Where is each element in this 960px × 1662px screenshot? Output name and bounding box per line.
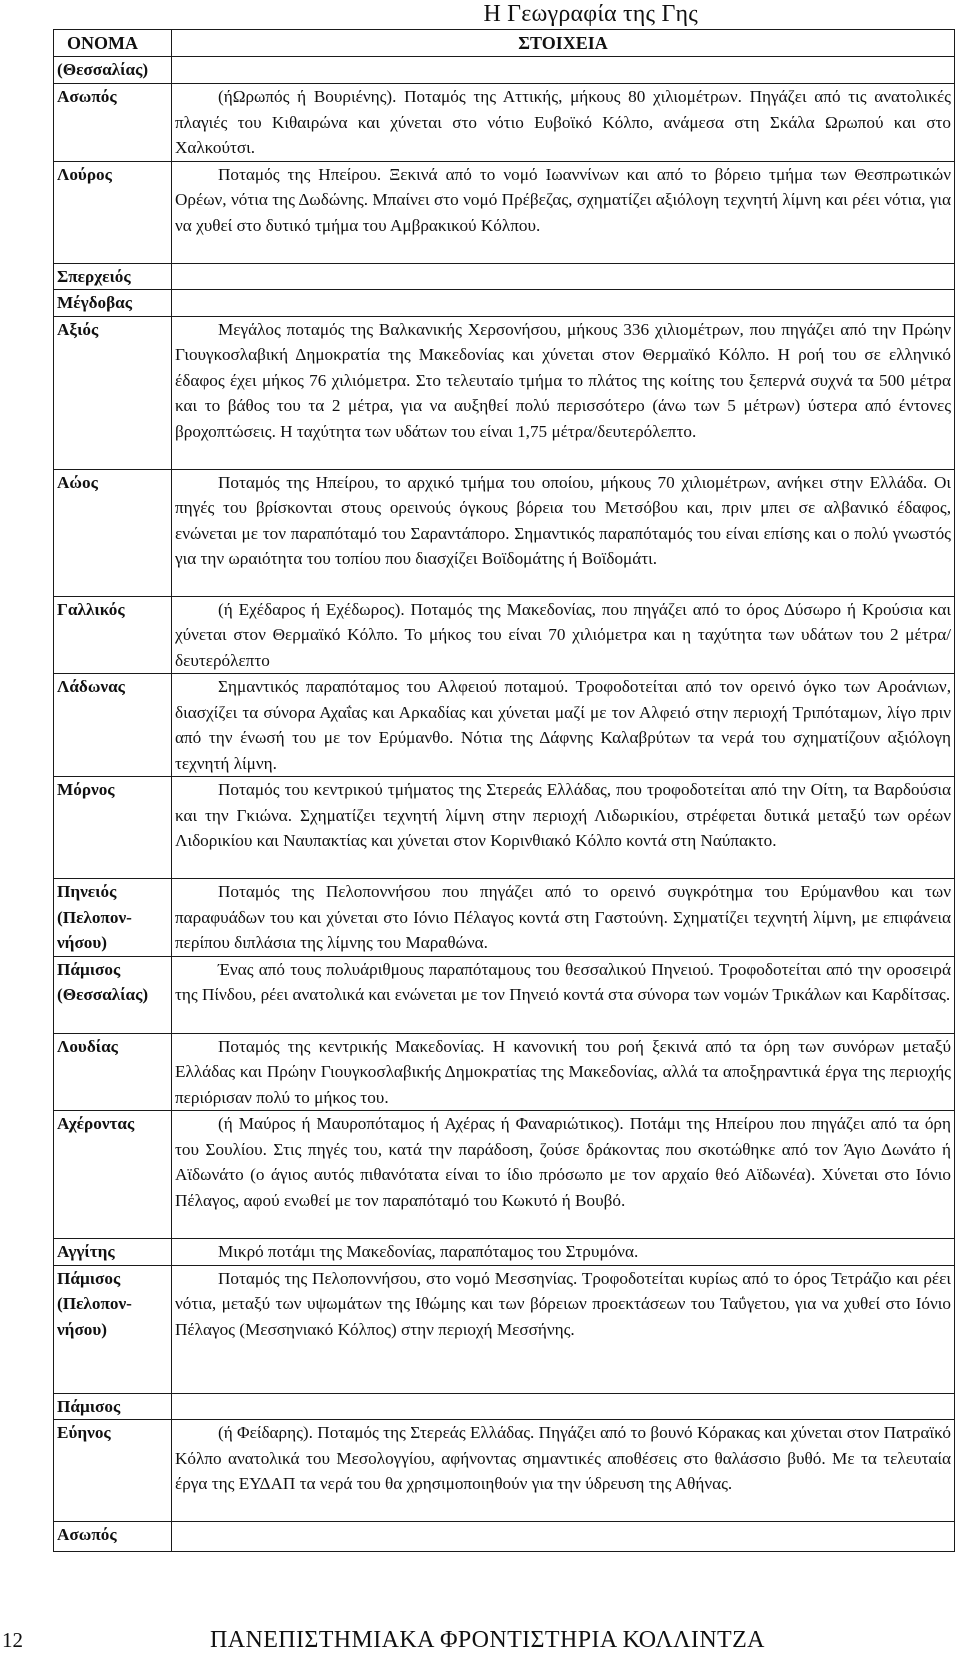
river-details-text: Ποταμός της Ηπείρου, το αρχικό τμήμα του οποίου, μήκους 70 χιλιομέτρων, ανήκει στην Ελλάδα. Οι πηγές του βρίσκονται στους ορεινούς όγκους βόρεια του Μετσόβου και, πριν μπει σε αλβανικό έδαφος, ενώνεται με τον παραπόταμό του Σαραντάπορο. Σημαντικός παραπόταμός του είναι επίσης και ο πολύ γνωστός για την ωραιότητα του τοπίου που διασχίζει Βοϊδομάτης ή Βοϊδομάτι. — [175, 472, 951, 568]
table-row — [54, 1393, 955, 1420]
river-name: Αγγίτης — [54, 1239, 172, 1266]
river-details — [172, 1265, 955, 1393]
table-row — [54, 1111, 955, 1239]
table-row — [54, 1420, 955, 1522]
table-row — [54, 1239, 955, 1266]
running-title: Η Γεωγραφία της Γης — [483, 1, 698, 27]
table-row — [54, 57, 955, 84]
table-row — [54, 596, 955, 674]
river-details — [172, 956, 955, 1033]
river-name: Ασωπός — [54, 1522, 172, 1552]
river-details-text: Ποταμός της Ηπείρου. Ξεκινά από το νομό Ιωαννίνων και από το βόρειο τμήμα των Θεσπρωτικών Ορέων, νότια της Δωδώνης. Μπαίνει στο νομό Πρέβεζας, σχηματίζει αξιόλογη τεχνητή λίμνη και ρέει νότια, για να χυθεί στο δυτικό τμήμα του Αμβρακικού Κόλπου. — [175, 164, 951, 235]
river-name: Πάμισος (Πελοποννήσου) — [54, 1265, 172, 1393]
table-row — [54, 469, 955, 596]
river-details-text: Μεγάλος ποταμός της Βαλκανικής Χερσονήσου, μήκους 336 χιλιομέτρων, που πηγάζει από την Πρώην Γιουγκοσλαβική Δημοκρατία της Μακεδονίας και χύνεται στον Θερμαϊκό Κόλπο. Η ροή του σε ελληνικό έδαφος έχει μήκος 76 χιλιόμετρα. Στο τελευταίο τμήμα το πλάτος της κοίτης του ξεπερνά συχνά τα 500 μέτρα και το βάθος του τα 2 μέτρα, για να αυξηθεί πολύ περισσότερο (άνω των 5 μέτρων) ύστερα από έντονες βροχοπτώσεις. Η ταχύτητα των υδάτων του είναι 1,75 μέτρα/δευτερόλεπτο. — [175, 319, 951, 441]
column-header-name: ΟΝΟΜΑ — [54, 30, 172, 57]
table-row — [54, 674, 955, 777]
table-row — [54, 161, 955, 263]
river-name: Αχέροντας — [54, 1111, 172, 1239]
river-name: Αώος — [54, 469, 172, 596]
river-details — [172, 1420, 955, 1522]
river-name: Πηνειός (Πελοποννήσου) — [54, 879, 172, 957]
river-details — [172, 879, 955, 957]
river-details — [172, 57, 955, 84]
river-details — [172, 1239, 955, 1266]
river-name: Ασωπός — [54, 84, 172, 162]
river-details-text: Ποταμός της Πελοποννήσου, στο νομό Μεσσηνίας. Τροφοδοτείται κυρίως από το όρος Τετράζιο και ρέει νότια, μεταξύ των υψωμάτων της Ιθώμης και των βόρειων προεκτάσεων του Ταΰγετου, για να χυθεί στο Ιόνιο Πέλαγος (Μεσσηνιακό Κόλπος) στην περιοχή Μεσσήνης. — [175, 1268, 951, 1339]
table-row — [54, 290, 955, 317]
river-details-text: (ή Εχέδαρος ή Εχέδωρος). Ποταμός της Μακεδονίας, που πηγάζει από το όρος Δύσωρο ή Κρούσια και χύνεται στον Θερμαϊκό Κόλπο. Το μήκος του είναι 70 χιλιόμετρα και η ταχύτητα των υδάτων του 2 μέτρα/δευτερόλεπτο — [175, 599, 951, 670]
river-details — [172, 263, 955, 290]
river-details-text: Ποταμός του κεντρικού τμήματος της Στερεάς Ελλάδας, που τροφοδοτείται από την Οίτη, τα Βαρδούσια και την Γκιώνα. Σχηματίζει τεχνητή λίμνη στην περιοχή Λιδωρικίου, στρέφεται δυτικά μεταξύ των ορέων Λιδορικίου και Ναυπακτίας και χύνεται στον Κορινθιακό Κόλπο κοντά στη Ναύπακτο. — [175, 780, 951, 850]
river-details — [172, 316, 955, 469]
river-details-text: Σημαντικός παραπόταμος του Αλφειού ποταμού. Τροφοδοτείται από τον ορεινό όγκο των Αροάνιων, διασχίζει τα σύνορα Αχαΐας και Αρκαδίας και χύνεται μαζί με τον Αλφειό στην περιοχή Τριπόταμων, λίγο πριν από την ένωσή του με τον Ερύμανθο. Νότια της Δάφνης Καλαβρύτων τα νερά του σχηματίζουν αξιόλογη τεχνητή λίμνη. — [175, 677, 951, 773]
table-row — [54, 879, 955, 957]
river-name: Αξιός — [54, 316, 172, 469]
river-details-text: (ή Μαύρος ή Μαυροπόταμος ή Αχέρας ή Φαναριώτικος). Ποτάμι της Ηπείρου που πηγάζει από τα όρη του Σουλίου. Στις πηγές του, κατά την παράδοση, ζούσε δράκοντας που σκοτώθηκε από τον Άγιο Δωνάτο ή Αϊδωνάτο (ο άγιος αυτός πιθανότατα είναι το ίδιο πρόσωπο με τον αρχαίο θεό Αϊδωνέα). Χύνεται στο Ιόνιο Πέλαγος, αφού ενωθεί με τον παραπόταμό του Κωκυτό ή Βουβό. — [175, 1114, 951, 1210]
river-details — [172, 1111, 955, 1239]
river-details — [172, 84, 955, 162]
table-row — [54, 316, 955, 469]
river-details — [172, 1393, 955, 1420]
publisher-footer: ΠΑΝΕΠΙΣΤΗΜΙΑΚΑ ΦΡΟΝΤΙΣΤΗΡΙΑ ΚΟΛΛΙΝΤΖΑ — [210, 1627, 765, 1653]
river-name: Εύηνος — [54, 1420, 172, 1522]
river-details — [172, 674, 955, 777]
river-details — [172, 290, 955, 317]
river-details — [172, 777, 955, 879]
table-row — [54, 956, 955, 1033]
river-details — [172, 596, 955, 674]
river-name: Γαλλικός — [54, 596, 172, 674]
page-number: 12 — [2, 1628, 23, 1652]
river-details-text: (ήΩρωπός ή Βουριένης). Ποταμός της Αττικής, μήκους 80 χιλιομέτρων. Πηγάζει από τις ανατολικές πλαγιές του Κιθαιρώνα και χύνεται στο νότιο Ευβοϊκό Κόλπο, ανάμεσα στη Σκάλα Ωρωπού και στο Χαλκούτσι. — [175, 87, 951, 157]
table-row — [54, 263, 955, 290]
river-name: (Θεσσαλίας) — [54, 57, 172, 84]
river-name: Μόρνος — [54, 777, 172, 879]
table-row — [54, 777, 955, 879]
river-details-text: Ένας από τους πολυάριθμους παραπόταμους του θεσσαλικού Πηνειού. Τροφοδοτείται από την οροσειρά της Πίνδου, ρέει ανατολικά και ενώνεται με τον Πηνειό κοντά στα σύνορα των νομών Τρικάλων και Καρδίτσας. — [175, 959, 951, 1004]
table-row — [54, 84, 955, 162]
table-row — [54, 1265, 955, 1393]
river-details-text: Ποταμός της κεντρικής Μακεδονίας. Η κανονική του ροή ξεκινά από τα όρη των συνόρων μεταξύ Ελλάδας και Πρώην Γιουγκοσλαβικής Δημοκρατίας της Μακεδονίας, αλλά τα αποξηραντικά έργα της περιοχής περιόρισαν πολύ το μήκος του. — [175, 1036, 951, 1107]
river-details-text: (ή Φείδαρης). Ποταμός της Στερεάς Ελλάδας. Πηγάζει από το βουνό Κόρακας και χύνεται στον Πατραϊκό Κόλπο ανατολικά του Μεσολογγίου, αφήνοντας σημαντικές αποθέσεις στο θαλάσσιο βυθό. Με τα τελευταία έργα της ΕΥΔΑΠ τα νερά του θα χρησιμοποιηθούν για την ύδρευση της Αθήνας. — [175, 1423, 951, 1493]
rivers-table — [53, 29, 955, 1552]
river-details — [172, 469, 955, 596]
column-header-details: ΣΤΟΙΧΕΙΑ — [172, 30, 955, 57]
river-name: Λούρος — [54, 161, 172, 263]
river-details — [172, 1033, 955, 1111]
river-name: Λάδωνας — [54, 674, 172, 777]
river-name: Μέγδοβας — [54, 290, 172, 317]
river-details — [172, 161, 955, 263]
river-name: Σπερχειός — [54, 263, 172, 290]
river-name: Πάμισος (Θεσσαλίας) — [54, 956, 172, 1033]
table-header-row — [54, 30, 955, 57]
table-row — [54, 1522, 955, 1552]
river-details-text: Μικρό ποτάμι της Μακεδονίας, παραπόταμος του Στρυμόνα. — [218, 1242, 639, 1261]
river-name: Λουδίας — [54, 1033, 172, 1111]
river-details — [172, 1522, 955, 1552]
table-row — [54, 1033, 955, 1111]
river-details-text: Ποταμός της Πελοποννήσου που πηγάζει από το ορεινό συγκρότημα του Ερύμανθου και των παραφυάδων του και χύνεται στο Ιόνιο Πέλαγος κοντά στη Γαστούνη. Σχηματίζει τεχνητή λίμνη, με επιφάνεια περίπου διπλάσια της λίμνης του Μαραθώνα. — [175, 882, 951, 952]
river-name: Πάμισος — [54, 1393, 172, 1420]
